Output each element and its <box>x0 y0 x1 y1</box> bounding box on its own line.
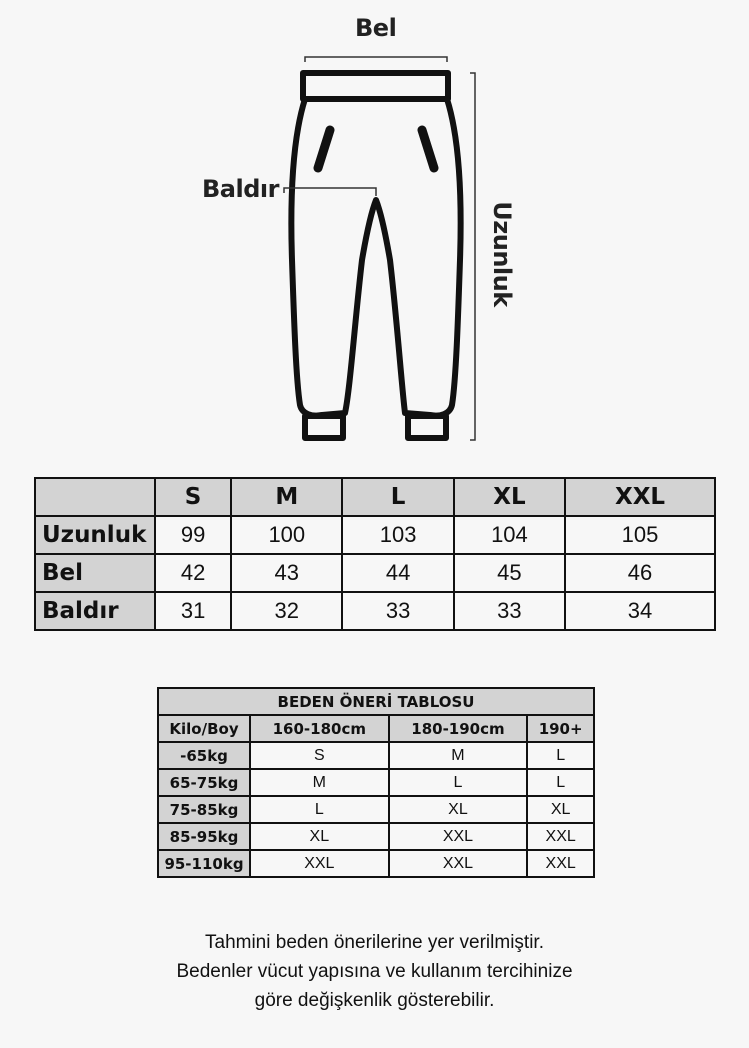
table-cell: S <box>250 742 389 769</box>
table-cell: XXL <box>527 850 594 877</box>
note-line: Bedenler vücut yapısına ve kullanım tercihinize <box>176 961 573 982</box>
waist-label: Bel <box>355 14 397 42</box>
table-cell: L <box>250 796 389 823</box>
size-header: L <box>342 478 453 516</box>
size-header-corner <box>35 478 155 516</box>
waist-measure-line <box>305 57 447 62</box>
recommendation-title: BEDEN ÖNERİ TABLOSU <box>158 688 594 715</box>
height-header: 160-180cm <box>250 715 389 742</box>
table-row <box>158 769 594 796</box>
table-row <box>35 516 715 554</box>
pants-diagram <box>0 0 749 460</box>
size-header: XL <box>454 478 565 516</box>
calf-label: Baldır <box>202 175 279 203</box>
height-header: 180-190cm <box>389 715 528 742</box>
row-label: Uzunluk <box>35 516 155 554</box>
pants-outline-icon <box>0 0 749 460</box>
weight-label: 95-110kg <box>158 850 250 877</box>
recommendation-header-row <box>158 715 594 742</box>
table-cell: 100 <box>231 516 342 554</box>
weight-label: 65-75kg <box>158 769 250 796</box>
table-cell: 33 <box>342 592 453 630</box>
note-line: göre değişkenlik gösterebilir. <box>254 990 495 1011</box>
size-header: M <box>231 478 342 516</box>
table-row <box>35 554 715 592</box>
table-cell: XXL <box>389 823 528 850</box>
recommendation-title-row <box>158 688 594 715</box>
size-header: S <box>155 478 231 516</box>
right-pocket <box>422 130 434 168</box>
table-cell: XL <box>527 796 594 823</box>
waistband <box>303 73 448 99</box>
table-cell: 104 <box>454 516 565 554</box>
table-cell: 103 <box>342 516 453 554</box>
table-cell: L <box>527 742 594 769</box>
table-cell: 31 <box>155 592 231 630</box>
length-measure-line <box>470 73 475 440</box>
table-cell: XXL <box>527 823 594 850</box>
table-cell: XL <box>250 823 389 850</box>
row-label: Bel <box>35 554 155 592</box>
table-cell: L <box>389 769 528 796</box>
table-cell: XL <box>389 796 528 823</box>
table-cell: XXL <box>250 850 389 877</box>
table-cell: 44 <box>342 554 453 592</box>
size-header-row <box>35 478 715 516</box>
row-label: Baldır <box>35 592 155 630</box>
right-cuff <box>408 416 446 438</box>
table-row <box>158 796 594 823</box>
table-row <box>35 592 715 630</box>
disclaimer-note <box>0 928 749 1015</box>
table-cell: 45 <box>454 554 565 592</box>
left-pocket <box>318 130 330 168</box>
table-cell: 99 <box>155 516 231 554</box>
table-cell: 105 <box>565 516 715 554</box>
table-cell: 42 <box>155 554 231 592</box>
size-header: XXL <box>565 478 715 516</box>
length-label: Uzunluk <box>488 201 516 307</box>
weight-label: 85-95kg <box>158 823 250 850</box>
weight-label: -65kg <box>158 742 250 769</box>
size-chart-table <box>34 477 716 631</box>
note-line: Tahmini beden önerilerine yer verilmiştir. <box>205 932 544 953</box>
table-cell: M <box>250 769 389 796</box>
table-row <box>158 823 594 850</box>
left-cuff <box>305 416 343 438</box>
table-cell: 46 <box>565 554 715 592</box>
table-cell: 34 <box>565 592 715 630</box>
table-row <box>158 742 594 769</box>
calf-measure-line <box>284 188 376 196</box>
size-recommendation-table <box>157 687 595 878</box>
table-cell: 33 <box>454 592 565 630</box>
table-cell: 32 <box>231 592 342 630</box>
weight-height-corner: Kilo/Boy <box>158 715 250 742</box>
table-cell: XXL <box>389 850 528 877</box>
table-cell: L <box>527 769 594 796</box>
height-header: 190+ <box>527 715 594 742</box>
weight-label: 75-85kg <box>158 796 250 823</box>
table-row <box>158 850 594 877</box>
table-cell: M <box>389 742 528 769</box>
pants-body <box>291 99 460 416</box>
table-cell: 43 <box>231 554 342 592</box>
